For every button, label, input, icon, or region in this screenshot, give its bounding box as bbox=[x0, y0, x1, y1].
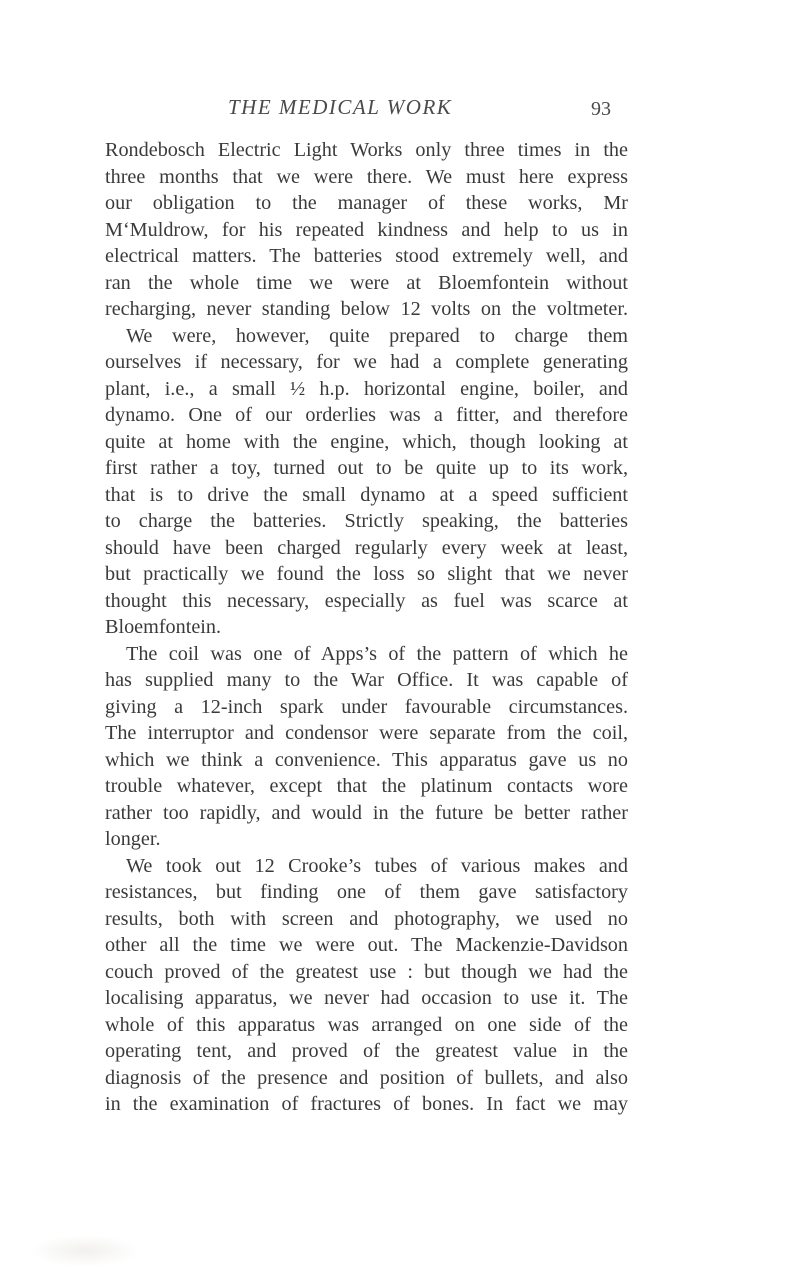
text-line: longer. bbox=[105, 828, 161, 850]
body-text bbox=[105, 137, 628, 1118]
text-line: diagnosis of the presence and position of bullets, and also bbox=[105, 1066, 628, 1089]
text-line: but practically we found the loss so slight that we never bbox=[105, 563, 628, 585]
text-line: has supplied many to the War Office. It was capable of bbox=[105, 669, 628, 691]
text-line: We took out 12 Crooke’s tubes of various makes and bbox=[126, 854, 628, 877]
text-line: other all the time we were out. The Mackenzie-Davidson bbox=[105, 934, 628, 956]
text-line: our obligation to the manager of these works, Mr bbox=[105, 192, 628, 214]
text-line: The coil was one of Apps’s of the pattern of which he bbox=[126, 642, 628, 665]
text-line: Bloemfontein. bbox=[105, 616, 222, 638]
paper-smudge bbox=[30, 1235, 140, 1267]
text-line: whole of this apparatus was arranged on one side of the bbox=[105, 1013, 628, 1036]
text-line: dynamo. One of our orderlies was a fitter, and therefore bbox=[105, 404, 628, 426]
text-line: that is to drive the small dynamo at a speed sufficient bbox=[105, 483, 628, 506]
text-line: M‘Muldrow, for his repeated kindness and help to us in bbox=[105, 218, 628, 241]
text-line: ourselves if necessary, for we had a complete generating bbox=[105, 351, 628, 373]
text-line: which we think a convenience. This apparatus gave us no bbox=[105, 748, 628, 771]
text-line: We were, however, quite prepared to charge them bbox=[126, 324, 628, 347]
text-line: giving a 12-inch spark under favourable circumstances. bbox=[105, 695, 628, 718]
text-line: recharging, never standing below 12 volts on the voltmeter. bbox=[105, 298, 628, 320]
text-line: localising apparatus, we never had occasion to use it. The bbox=[105, 987, 628, 1009]
text-line: quite at home with the engine, which, though looking at bbox=[105, 430, 628, 453]
text-line: resistances, but finding one of them gave satisfactory bbox=[105, 881, 628, 903]
text-line: couch proved of the greatest use : but though we had the bbox=[105, 960, 628, 983]
text-line: trouble whatever, except that the platinum contacts wore bbox=[105, 775, 628, 797]
text-line: in the examination of fractures of bones. In fact we may bbox=[105, 1093, 628, 1115]
page-number: 93 bbox=[591, 98, 611, 120]
text-line: to charge the batteries. Strictly speaking, the batteries bbox=[105, 510, 628, 532]
text-line: rather too rapidly, and would in the future be better rather bbox=[105, 801, 628, 824]
text-line: should have been charged regularly every week at least, bbox=[105, 536, 628, 559]
text-line: first rather a toy, turned out to be quite up to its work, bbox=[105, 457, 628, 479]
text-line: operating tent, and proved of the greatest value in the bbox=[105, 1040, 628, 1062]
running-title: THE MEDICAL WORK bbox=[228, 95, 453, 119]
text-line: electrical matters. The batteries stood extremely well, and bbox=[105, 245, 628, 267]
text-line: The interruptor and condensor were separate from the coil, bbox=[105, 722, 628, 744]
text-line: three months that we were there. We must here express bbox=[105, 165, 628, 188]
text-line: Rondebosch Electric Light Works only three times in the bbox=[105, 139, 628, 161]
text-line: results, both with screen and photography, we used no bbox=[105, 907, 628, 930]
text-line: thought this necessary, especially as fuel was scarce at bbox=[105, 589, 628, 612]
text-line: ran the whole time we were at Bloemfontein without bbox=[105, 271, 628, 294]
text-line: plant, i.e., a small ½ h.p. horizontal engine, boiler, and bbox=[105, 377, 628, 400]
